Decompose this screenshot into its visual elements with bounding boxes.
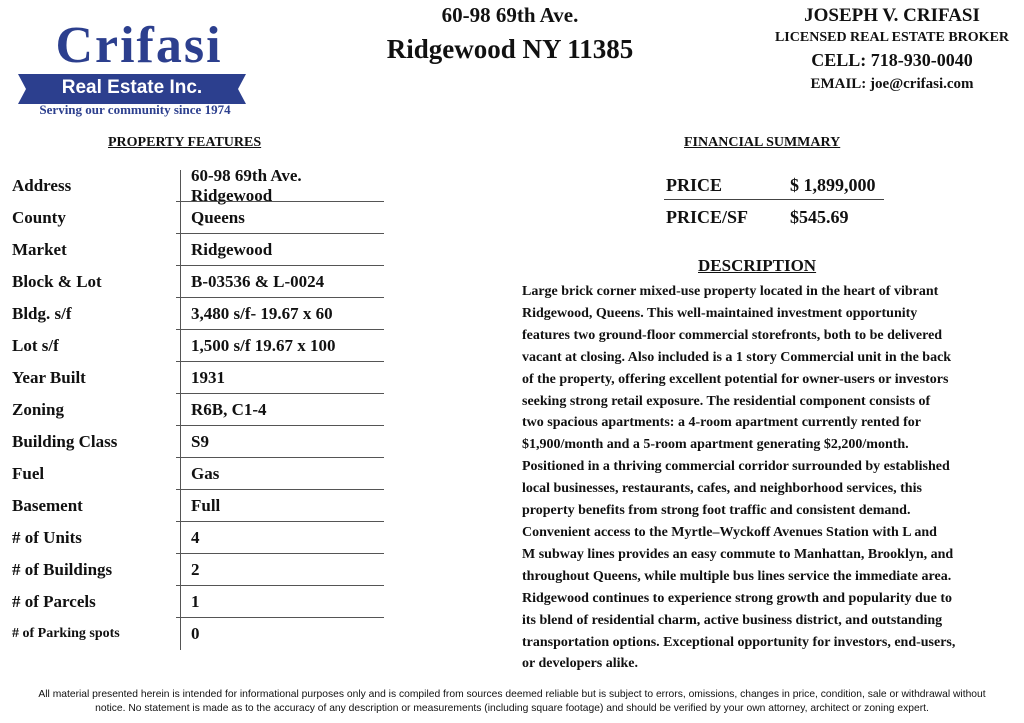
price-per-sf-label: PRICE/SF bbox=[666, 207, 749, 227]
logo-tagline: Serving our community since 1974 bbox=[39, 102, 231, 117]
table-row bbox=[4, 266, 384, 298]
broker-title: LICENSED REAL ESTATE BROKER bbox=[774, 30, 1010, 45]
feature-label: Basement bbox=[12, 496, 83, 515]
table-row bbox=[4, 166, 384, 205]
legal-disclaimer bbox=[6, 688, 1018, 716]
table-row bbox=[4, 298, 384, 330]
feature-value: Full bbox=[180, 490, 384, 522]
description-line: seeking strong retail exposure. The residential component consists of bbox=[522, 393, 931, 409]
feature-value: 1931 bbox=[180, 362, 384, 394]
table-row bbox=[4, 618, 384, 650]
description-body bbox=[522, 281, 1000, 675]
feature-value: 1 bbox=[180, 586, 384, 618]
description-line: $1,900/month and a 5-room apartment generating $2,200/month. bbox=[522, 437, 909, 453]
feature-label: County bbox=[12, 208, 66, 227]
property-features-table bbox=[4, 166, 384, 650]
description-line: local businesses, restaurants, cafes, and neighborhood services, this bbox=[522, 481, 922, 497]
feature-value: B-03536 & L-0024 bbox=[180, 266, 384, 298]
table-row bbox=[4, 394, 384, 426]
feature-label: Fuel bbox=[12, 464, 45, 483]
feature-label: Building Class bbox=[12, 432, 118, 451]
feature-value: S9 bbox=[180, 426, 384, 458]
description-line: Ridgewood continues to experience strong growth and popularity due to bbox=[522, 590, 953, 606]
price-label: PRICE bbox=[666, 175, 723, 195]
feature-value: 1,500 s/f 19.67 x 100 bbox=[180, 330, 384, 362]
description-line: transportation options. Exceptional opportunity for investors, end-users, bbox=[522, 634, 956, 650]
description-line: features two ground-floor commercial storefronts, both to be delivered bbox=[522, 327, 943, 343]
company-logo bbox=[14, 16, 250, 120]
feature-label: Block & Lot bbox=[12, 272, 102, 291]
table-row bbox=[4, 234, 384, 266]
feature-label: Zoning bbox=[12, 400, 64, 419]
feature-label: # of Parking spots bbox=[12, 626, 120, 641]
description-line: Positioned in a thriving commercial corridor surrounded by established bbox=[522, 459, 950, 475]
table-row bbox=[4, 586, 384, 618]
table-row bbox=[4, 522, 384, 554]
description-line: vacant at closing. Also included is a 1 story Commercial unit in the back bbox=[522, 349, 952, 365]
feature-value: Ridgewood bbox=[180, 234, 384, 266]
feature-label: Bldg. s/f bbox=[12, 304, 72, 323]
feature-value: 4 bbox=[180, 522, 384, 554]
feature-label: Lot s/f bbox=[12, 336, 59, 355]
disclaimer-line: All material presented herein is intended for informational purposes only and is compiled from sources deemed reliable but is subject to errors, omissions, changes in price, condition, sale or withdrawal without bbox=[38, 689, 986, 700]
feature-value: Queens bbox=[180, 202, 384, 234]
logo-banner-text: Real Estate Inc. bbox=[61, 77, 203, 98]
feature-value: 60-98 69th Ave. Ridgewood bbox=[180, 170, 384, 202]
feature-value: 2 bbox=[180, 554, 384, 586]
table-row bbox=[4, 458, 384, 490]
feature-label: Market bbox=[12, 240, 67, 259]
table-row bbox=[4, 554, 384, 586]
description-line: Ridgewood, Queens. This well-maintained investment opportunity bbox=[522, 305, 918, 321]
broker-email: EMAIL: joe@crifasi.com bbox=[810, 76, 974, 92]
description-line: or developers alike. bbox=[522, 656, 639, 672]
table-row bbox=[4, 490, 384, 522]
price-value: $ 1,899,000 bbox=[790, 175, 876, 195]
description-line: Large brick corner mixed-use property located in the heart of vibrant bbox=[522, 284, 939, 299]
description-line: M subway lines provides an easy commute to Manhattan, Brooklyn, and bbox=[522, 546, 954, 562]
feature-value: 3,480 s/f- 19.67 x 60 bbox=[180, 298, 384, 330]
property-features-heading: PROPERTY FEATURES bbox=[108, 135, 262, 150]
description-heading: DESCRIPTION bbox=[698, 256, 817, 275]
feature-value: R6B, C1-4 bbox=[180, 394, 384, 426]
description-line: of the property, offering excellent potential for owner-users or investors bbox=[522, 371, 949, 387]
description-line: two spacious apartments: a 4-room apartment currently rented for bbox=[522, 415, 921, 431]
table-row bbox=[4, 426, 384, 458]
table-row bbox=[4, 202, 384, 234]
feature-label: Year Built bbox=[12, 368, 86, 387]
description-line: its blend of residential charm, active business district, and outstanding bbox=[522, 612, 943, 628]
description-line: property benefits from strong foot traffic and consistent demand. bbox=[522, 503, 911, 519]
feature-value: Gas bbox=[180, 458, 384, 490]
feature-label: # of Parcels bbox=[12, 592, 96, 611]
logo-wordmark: Crifasi bbox=[55, 17, 223, 74]
feature-label: Address bbox=[12, 176, 72, 195]
description-line: throughout Queens, while multiple bus lines service the immediate area. bbox=[522, 568, 952, 584]
disclaimer-line: notice. No statement is made as to the accuracy of any description or measurements (including square footage) and should be verified by your own attorney, architect or zoning expert. bbox=[95, 703, 929, 714]
table-row bbox=[4, 362, 384, 394]
table-row bbox=[4, 330, 384, 362]
financial-summary-heading: FINANCIAL SUMMARY bbox=[684, 135, 841, 150]
property-address-city: Ridgewood NY 11385 bbox=[386, 34, 634, 64]
price-per-sf-value: $545.69 bbox=[790, 207, 849, 227]
financial-divider bbox=[664, 199, 884, 200]
feature-label: # of Buildings bbox=[12, 560, 113, 579]
broker-cell-phone: CELL: 718-930-0040 bbox=[811, 50, 973, 70]
feature-label: # of Units bbox=[12, 528, 82, 547]
broker-name: JOSEPH V. CRIFASI bbox=[804, 5, 980, 26]
description-line: Convenient access to the Myrtle–Wyckoff Avenues Station with L and bbox=[522, 524, 937, 540]
feature-value: 0 bbox=[180, 618, 384, 650]
property-address-street: 60-98 69th Ave. bbox=[441, 3, 579, 27]
